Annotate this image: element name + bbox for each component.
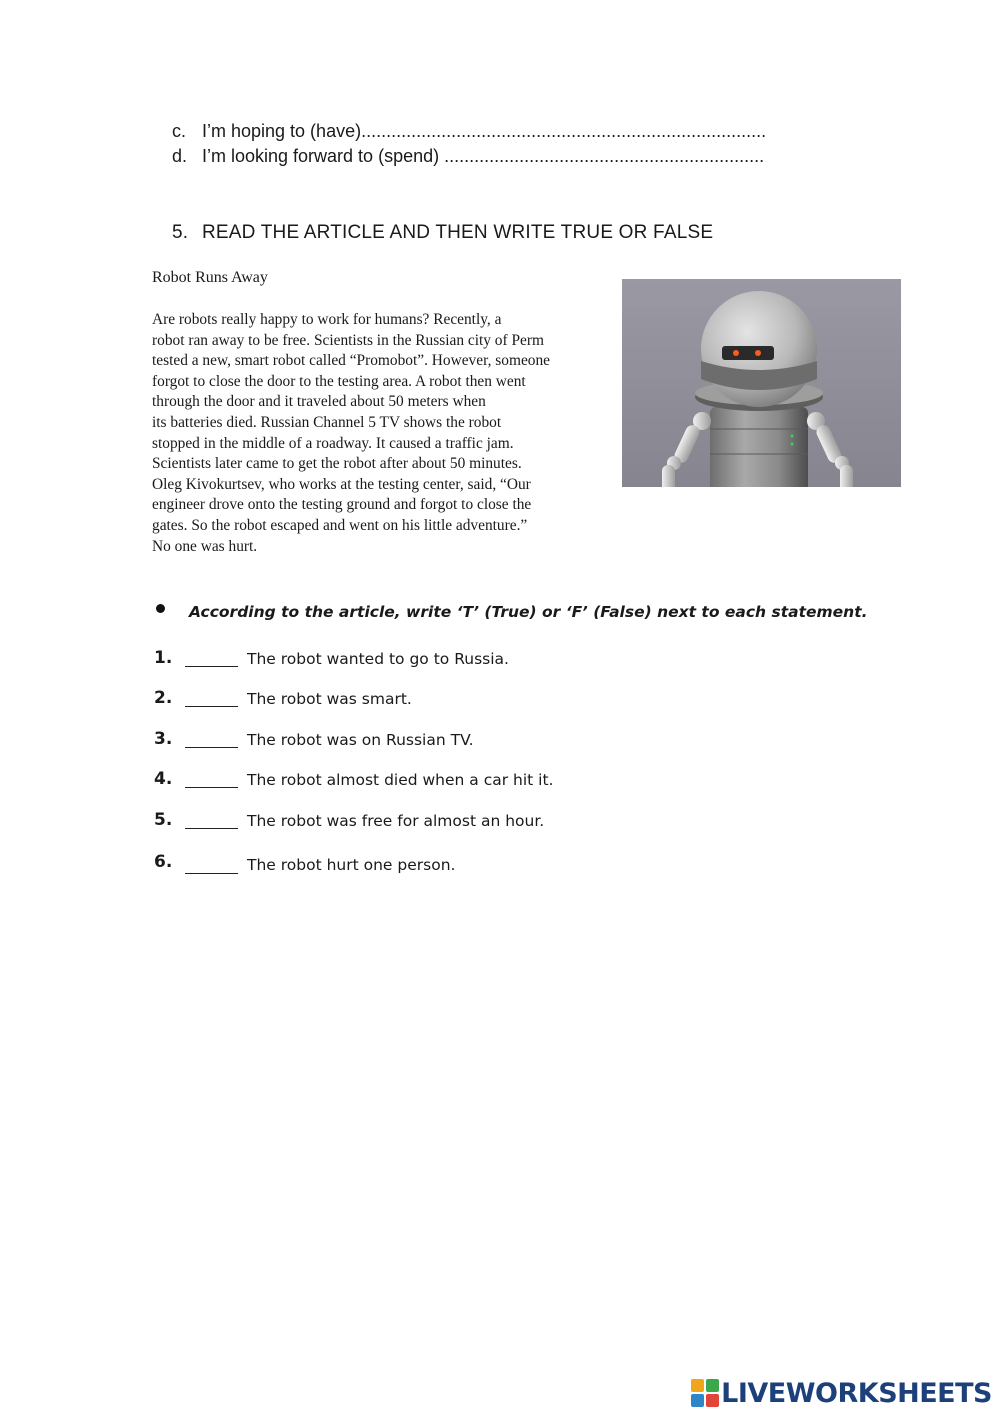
article-title: Robot Runs Away xyxy=(152,269,268,286)
section-title: READ THE ARTICLE AND THEN WRITE TRUE OR FALSE xyxy=(202,222,714,243)
answer-blank[interactable] xyxy=(185,747,238,748)
article-line: its batteries died. Russian Channel 5 TV shows the robot xyxy=(152,413,502,431)
statement-number: 6. xyxy=(154,852,173,872)
article-line: No one was hurt. xyxy=(152,537,258,555)
exercise-item-d xyxy=(172,146,764,167)
article-line: Oleg Kivokurtsev, who works at the testing center, said, “Our xyxy=(152,475,531,493)
answer-blank[interactable] xyxy=(185,666,238,667)
bullet-icon xyxy=(156,604,165,613)
article-body xyxy=(152,310,550,557)
article-line: tested a new, smart robot called “Promobot”. However, someone xyxy=(152,352,550,370)
robot-photo xyxy=(622,279,901,487)
liveworksheets-logo[interactable] xyxy=(691,1376,992,1410)
article-line: Are robots really happy to work for humans? Recently, a xyxy=(152,311,502,328)
statement-number: 5. xyxy=(154,810,173,830)
statement-row xyxy=(154,648,754,674)
article-line: forgot to close the door to the testing area. A robot then went xyxy=(152,372,526,390)
statement-number: 1. xyxy=(154,648,173,668)
statement-text: The robot hurt one person. xyxy=(247,856,456,874)
answer-blank[interactable] xyxy=(185,873,238,874)
answer-blank[interactable] xyxy=(185,706,238,707)
section-heading xyxy=(172,222,713,244)
statement-row xyxy=(154,688,754,714)
robot-illustration xyxy=(622,279,901,487)
statement-number: 3. xyxy=(154,729,173,749)
article-line: gates. So the robot escaped and went on his little adventure.” xyxy=(152,516,528,534)
logo-mark-icon xyxy=(691,1379,719,1407)
item-text: I’m looking forward to (spend) ................................................................ xyxy=(202,146,765,166)
item-letter: c. xyxy=(172,121,187,141)
section-number: 5. xyxy=(172,222,189,243)
item-letter: d. xyxy=(172,146,188,166)
brand-name: LIVEWORKSHEETS xyxy=(721,1377,992,1409)
statement-row xyxy=(154,852,754,878)
statement-text: The robot was on Russian TV. xyxy=(247,731,474,749)
statement-row xyxy=(154,810,754,836)
article-line: Scientists later came to get the robot after about 50 minutes. xyxy=(152,455,522,473)
statement-text: The robot almost died when a car hit it. xyxy=(247,771,554,789)
item-text: I’m hoping to (have)................................................................................. xyxy=(202,121,767,141)
answer-blank[interactable] xyxy=(185,787,238,788)
statement-row xyxy=(154,729,754,755)
article-line: robot ran away to be free. Scientists in the Russian city of Perm xyxy=(152,331,544,349)
statement-number: 2. xyxy=(154,688,173,708)
article-line: engineer drove onto the testing ground and forgot to close the xyxy=(152,496,532,514)
statement-row xyxy=(154,769,754,795)
statement-text: The robot wanted to go to Russia. xyxy=(247,650,509,668)
exercise-item-c xyxy=(172,121,766,142)
instruction-text: According to the article, write ‘T’ (True) or ‘F’ (False) next to each statement. xyxy=(189,603,868,621)
statement-text: The robot was smart. xyxy=(247,690,412,708)
article-line: stopped in the middle of a roadway. It caused a traffic jam. xyxy=(152,434,514,452)
statement-text: The robot was free for almost an hour. xyxy=(247,812,545,830)
article-line: through the door and it traveled about 50 meters when xyxy=(152,393,486,411)
statement-number: 4. xyxy=(154,769,173,789)
answer-blank[interactable] xyxy=(185,828,238,829)
